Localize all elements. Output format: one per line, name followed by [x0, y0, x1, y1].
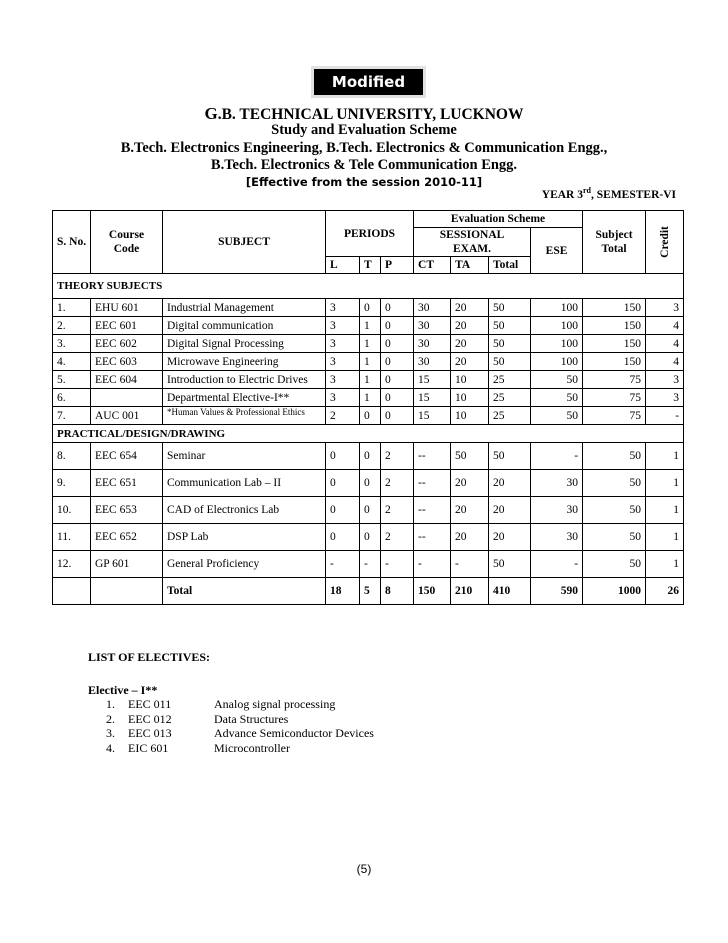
cell-ta: 210 — [451, 578, 489, 605]
cell-ese: 50 — [531, 407, 583, 425]
cell-ta: 10 — [451, 371, 489, 389]
cell-t: 0 — [360, 407, 381, 425]
cell-t: 1 — [360, 317, 381, 335]
cell-subject: Communication Lab – II — [163, 470, 326, 497]
header-p: P — [381, 257, 414, 274]
table-row — [53, 371, 684, 389]
elective-name: Analog signal processing — [214, 697, 336, 711]
cell-total: 25 — [489, 371, 531, 389]
cell-credit: 4 — [646, 317, 684, 335]
cell-sno: 10. — [53, 497, 91, 524]
cell-ese: 50 — [531, 371, 583, 389]
header-t: T — [360, 257, 381, 274]
header-course-code: Course Code — [91, 211, 163, 274]
cell-subject-total: 50 — [583, 524, 646, 551]
cell-total: 50 — [489, 551, 531, 578]
cell-course-code: EHU 601 — [91, 299, 163, 317]
cell-sno: 9. — [53, 470, 91, 497]
cell-ct: 15 — [414, 371, 451, 389]
cell-ct: 30 — [414, 353, 451, 371]
cell-p: 2 — [381, 497, 414, 524]
page-number: (5) — [356, 862, 372, 876]
modified-stamp-label: Modified — [314, 69, 423, 95]
cell-subject-total: 150 — [583, 317, 646, 335]
cell-t: 0 — [360, 497, 381, 524]
cell-l: 3 — [326, 353, 360, 371]
cell-l: 3 — [326, 389, 360, 407]
cell-ct: 150 — [414, 578, 451, 605]
cell-l: 18 — [326, 578, 360, 605]
cell-sno: 3. — [53, 335, 91, 353]
cell-l: 0 — [326, 470, 360, 497]
cell-ese: 100 — [531, 317, 583, 335]
cell-ese: 30 — [531, 524, 583, 551]
programs-line-2: B.Tech. Electronics & Tele Communication Engg. — [210, 157, 518, 173]
cell-subject: *Human Values & Professional Ethics — [163, 407, 326, 425]
cell-credit: 3 — [646, 371, 684, 389]
cell-total-label: Total — [163, 578, 326, 605]
elective-name: Data Structures — [214, 711, 289, 726]
cell-subject-total: 50 — [583, 497, 646, 524]
header-evaluation-scheme: Evaluation Scheme — [414, 211, 583, 228]
header-total: Total — [489, 257, 531, 274]
cell-total: 25 — [489, 389, 531, 407]
header-subject-total: Subject Total — [583, 211, 646, 274]
table-row — [53, 497, 684, 524]
cell-credit: 1 — [646, 551, 684, 578]
cell-p: 0 — [381, 335, 414, 353]
cell-total: 20 — [489, 497, 531, 524]
cell-p: 0 — [381, 317, 414, 335]
cell-subject: Microwave Engineering — [163, 353, 326, 371]
programs-line: B.Tech. Electronics Engineering, B.Tech. Electronics & Communication Engg., — [120, 140, 608, 156]
cell-l: 3 — [326, 299, 360, 317]
table-row — [53, 443, 684, 470]
practical-heading: PRACTICAL/DESIGN/DRAWING — [53, 425, 684, 443]
cell-course-code: EEC 602 — [91, 335, 163, 353]
electives-list — [88, 650, 374, 755]
cell-subject-total: 150 — [583, 335, 646, 353]
cell-ct: 30 — [414, 335, 451, 353]
list-item — [88, 697, 336, 712]
cell-empty — [53, 578, 91, 605]
cell-total: 410 — [489, 578, 531, 605]
cell-subject: DSP Lab — [163, 524, 326, 551]
cell-subject-total: 50 — [583, 443, 646, 470]
cell-course-code: EEC 652 — [91, 524, 163, 551]
cell-subject-total: 75 — [583, 407, 646, 425]
cell-l: 3 — [326, 317, 360, 335]
cell-total: 50 — [489, 335, 531, 353]
cell-p: 0 — [381, 299, 414, 317]
header-periods: PERIODS — [326, 211, 414, 257]
cell-ct: -- — [414, 497, 451, 524]
table-row — [53, 335, 684, 353]
cell-t: 0 — [360, 443, 381, 470]
cell-course-code: AUC 001 — [91, 407, 163, 425]
cell-credit: 4 — [646, 353, 684, 371]
cell-sno: 11. — [53, 524, 91, 551]
header-subject: SUBJECT — [163, 211, 326, 274]
cell-ct: - — [414, 551, 451, 578]
cell-l: 0 — [326, 443, 360, 470]
theory-subjects-heading: THEORY SUBJECTS — [53, 274, 684, 299]
cell-t: 1 — [360, 389, 381, 407]
cell-l: 3 — [326, 371, 360, 389]
cell-ese: 100 — [531, 335, 583, 353]
cell-credit: 3 — [646, 299, 684, 317]
list-item — [88, 740, 290, 756]
elective-code: EEC 012 — [128, 711, 172, 726]
cell-subject-total: 75 — [583, 371, 646, 389]
cell-credit: - — [646, 407, 684, 425]
cell-subject-total: 50 — [583, 470, 646, 497]
cell-ese: - — [531, 551, 583, 578]
cell-credit: 1 — [646, 443, 684, 470]
cell-sno: 8. — [53, 443, 91, 470]
cell-credit: 3 — [646, 389, 684, 407]
cell-ta: - — [451, 551, 489, 578]
cell-p: 0 — [381, 407, 414, 425]
elective-code: EEC 013 — [128, 726, 172, 740]
elective-number: 3. — [106, 726, 115, 740]
cell-course-code: EEC 654 — [91, 443, 163, 470]
cell-t: 5 — [360, 578, 381, 605]
year-semester: YEAR 3rd, SEMESTER-VI — [541, 186, 676, 201]
cell-subject: Digital Signal Processing — [163, 335, 326, 353]
cell-l: 0 — [326, 497, 360, 524]
cell-p: 0 — [381, 371, 414, 389]
cell-ese: 30 — [531, 497, 583, 524]
cell-p: - — [381, 551, 414, 578]
cell-ct: -- — [414, 470, 451, 497]
elective-number: 4. — [106, 740, 115, 755]
cell-subject: CAD of Electronics Lab — [163, 497, 326, 524]
cell-t: 1 — [360, 371, 381, 389]
cell-ta: 10 — [451, 389, 489, 407]
cell-ct: 15 — [414, 407, 451, 425]
cell-sno: 2. — [53, 317, 91, 335]
table-row — [53, 389, 684, 407]
cell-subject: Departmental Elective-I** — [163, 389, 326, 407]
cell-ct: -- — [414, 443, 451, 470]
cell-ct: -- — [414, 524, 451, 551]
cell-subject: General Proficiency — [163, 551, 326, 578]
cell-ta: 20 — [451, 524, 489, 551]
elective-code: EIC 601 — [128, 740, 169, 755]
cell-course-code — [91, 389, 163, 407]
cell-subject-total: 1000 — [583, 578, 646, 605]
cell-p: 0 — [381, 353, 414, 371]
cell-sno: 6. — [53, 389, 91, 407]
cell-credit: 1 — [646, 470, 684, 497]
cell-credit: 1 — [646, 524, 684, 551]
cell-p: 8 — [381, 578, 414, 605]
list-item — [88, 711, 289, 727]
cell-course-code: EEC 653 — [91, 497, 163, 524]
modified-stamp — [311, 66, 426, 98]
cell-subject-total: 150 — [583, 299, 646, 317]
cell-subject-total: 75 — [583, 389, 646, 407]
elective-name: Advance Semiconductor Devices — [214, 726, 374, 740]
elective-name: Microcontroller — [214, 740, 290, 755]
table-row — [53, 407, 684, 425]
elective-number: 2. — [106, 711, 115, 726]
electives-title: LIST OF ELECTIVES: — [88, 650, 211, 664]
cell-t: 0 — [360, 470, 381, 497]
cell-total: 20 — [489, 524, 531, 551]
header-sno: S. No. — [53, 211, 91, 274]
table-row — [53, 299, 684, 317]
table-row — [53, 353, 684, 371]
list-item — [88, 726, 374, 741]
cell-ese: 590 — [531, 578, 583, 605]
cell-subject: Digital communication — [163, 317, 326, 335]
cell-sno: 5. — [53, 371, 91, 389]
cell-sno: 4. — [53, 353, 91, 371]
elective-code: EEC 011 — [128, 697, 172, 711]
cell-p: 0 — [381, 389, 414, 407]
cell-subject: Seminar — [163, 443, 326, 470]
cell-ta: 20 — [451, 353, 489, 371]
cell-empty — [91, 578, 163, 605]
cell-ese: 30 — [531, 470, 583, 497]
table-row — [53, 317, 684, 335]
cell-subject: Introduction to Electric Drives — [163, 371, 326, 389]
cell-course-code: EEC 651 — [91, 470, 163, 497]
effective-session: [Effective from the session 2010-11] — [245, 175, 483, 189]
cell-p: 2 — [381, 470, 414, 497]
header-ta: TA — [451, 257, 489, 274]
cell-t: 0 — [360, 524, 381, 551]
cell-subject-total: 150 — [583, 353, 646, 371]
header-ct: CT — [414, 257, 451, 274]
cell-total: 25 — [489, 407, 531, 425]
cell-t: 1 — [360, 353, 381, 371]
cell-l: 3 — [326, 335, 360, 353]
cell-t: - — [360, 551, 381, 578]
cell-ct: 30 — [414, 299, 451, 317]
cell-ta: 50 — [451, 443, 489, 470]
study-evaluation-table — [52, 210, 684, 605]
cell-sno: 7. — [53, 407, 91, 425]
header-sessional-exam: SESSIONAL EXAM. — [414, 228, 531, 257]
cell-total: 50 — [489, 299, 531, 317]
cell-course-code: EEC 604 — [91, 371, 163, 389]
cell-p: 2 — [381, 443, 414, 470]
table-row — [53, 551, 684, 578]
cell-total: 50 — [489, 317, 531, 335]
cell-credit: 4 — [646, 335, 684, 353]
cell-sno: 1. — [53, 299, 91, 317]
cell-sno: 12. — [53, 551, 91, 578]
cell-course-code: EEC 601 — [91, 317, 163, 335]
cell-total: 50 — [489, 353, 531, 371]
header-l: L — [326, 257, 360, 274]
header-credit: Credit — [646, 211, 684, 274]
cell-course-code: EEC 603 — [91, 353, 163, 371]
cell-t: 1 — [360, 335, 381, 353]
cell-ese: 100 — [531, 299, 583, 317]
cell-ta: 20 — [451, 317, 489, 335]
cell-subject-total: 50 — [583, 551, 646, 578]
cell-l: 2 — [326, 407, 360, 425]
table-row — [53, 470, 684, 497]
cell-total: 20 — [489, 470, 531, 497]
cell-ta: 20 — [451, 497, 489, 524]
scheme-title: Study and Evaluation Scheme — [271, 122, 457, 138]
table-row — [53, 524, 684, 551]
header-ese: ESE — [531, 228, 583, 274]
cell-ta: 20 — [451, 299, 489, 317]
cell-credit: 26 — [646, 578, 684, 605]
cell-p: 2 — [381, 524, 414, 551]
cell-ta: 20 — [451, 470, 489, 497]
cell-t: 0 — [360, 299, 381, 317]
cell-l: 0 — [326, 524, 360, 551]
cell-ese: 100 — [531, 353, 583, 371]
cell-ct: 15 — [414, 389, 451, 407]
cell-ta: 10 — [451, 407, 489, 425]
university-title: G.B. TECHNICAL UNIVERSITY, LUCKNOW — [204, 104, 524, 123]
cell-total: 50 — [489, 443, 531, 470]
cell-course-code: GP 601 — [91, 551, 163, 578]
cell-ta: 20 — [451, 335, 489, 353]
elective-heading: Elective – I** — [88, 683, 158, 697]
cell-subject: Industrial Management — [163, 299, 326, 317]
cell-ese: - — [531, 443, 583, 470]
total-row — [53, 578, 684, 605]
cell-ese: 50 — [531, 389, 583, 407]
cell-credit: 1 — [646, 497, 684, 524]
elective-number: 1. — [106, 697, 115, 711]
cell-l: - — [326, 551, 360, 578]
cell-ct: 30 — [414, 317, 451, 335]
